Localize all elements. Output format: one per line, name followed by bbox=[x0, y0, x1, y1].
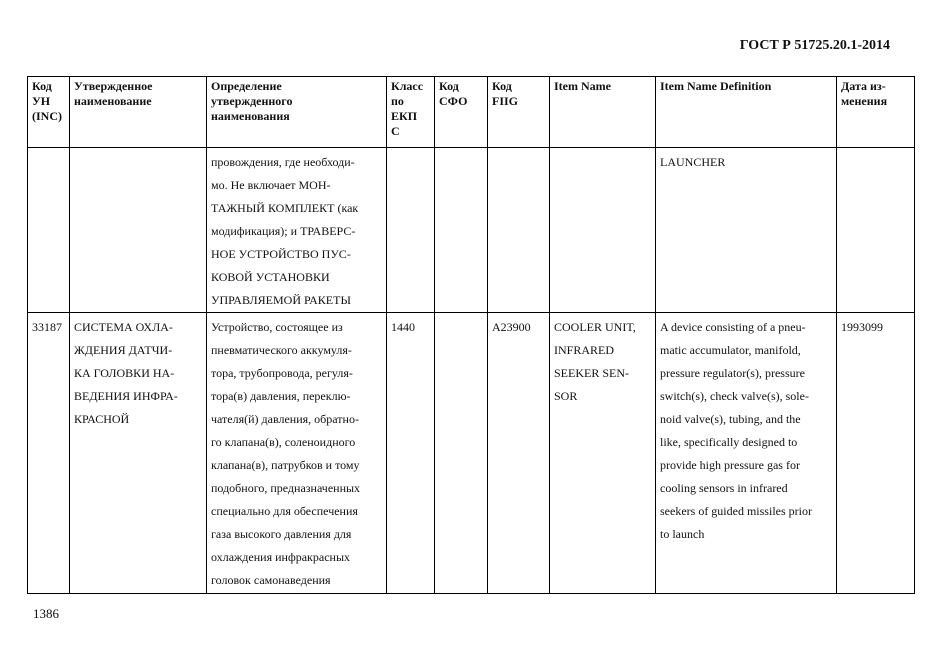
cell-inc bbox=[28, 148, 70, 313]
inc-code: 33187 bbox=[32, 320, 62, 334]
change-date: 1993099 bbox=[841, 320, 883, 334]
text-line: СФО bbox=[439, 94, 468, 108]
text-line: to launch bbox=[660, 527, 705, 541]
text-line: СИСТЕМА ОХЛА- bbox=[74, 320, 173, 334]
header-item-name-text: Item Name bbox=[554, 79, 611, 93]
text-line: подобного, предназначенных bbox=[211, 481, 361, 495]
header-class bbox=[387, 77, 435, 148]
text-line: Класс bbox=[391, 79, 424, 93]
table-row bbox=[28, 148, 915, 313]
text-line: SEEKER SEN- bbox=[554, 366, 629, 380]
header-fiig bbox=[488, 77, 550, 148]
text-line: LAUNCHER bbox=[660, 155, 726, 169]
text-line: газа высокого давления для bbox=[211, 527, 352, 541]
text-line: Устройство, состоящее из bbox=[211, 320, 343, 334]
header-sfo bbox=[435, 77, 488, 148]
cell-item-name bbox=[550, 148, 656, 313]
text-line: КОВОЙ УСТАНОВКИ bbox=[211, 270, 330, 284]
cell-inc bbox=[28, 313, 70, 594]
text-line: тора, трубопровода, регуля- bbox=[211, 366, 353, 380]
text-line: менения bbox=[841, 94, 888, 108]
text-line: INFRARED bbox=[554, 343, 615, 357]
classification-table bbox=[27, 76, 915, 594]
cell-item-def bbox=[656, 313, 837, 594]
header-approved-name bbox=[70, 77, 207, 148]
text-line: головок самонаведения bbox=[211, 573, 331, 587]
cell-class bbox=[387, 148, 435, 313]
page-number: 1386 bbox=[33, 606, 59, 621]
cell-sfo bbox=[435, 313, 488, 594]
cell-fiig bbox=[488, 313, 550, 594]
cell-definition bbox=[207, 148, 387, 313]
text-line: Дата из- bbox=[841, 79, 886, 93]
text-line: seekers of guided missiles prior bbox=[660, 504, 812, 518]
header-definition bbox=[207, 77, 387, 148]
text-line: provide high pressure gas for bbox=[660, 458, 800, 472]
text-line: специально для обеспечения bbox=[211, 504, 358, 518]
cell-date bbox=[837, 148, 915, 313]
text-line: switch(s), check valve(s), sole- bbox=[660, 389, 809, 403]
text-line: го клапана(в), соленоидного bbox=[211, 435, 356, 449]
table-row bbox=[28, 313, 915, 594]
text-line: Утвержденное bbox=[74, 79, 153, 93]
text-line: КРАСНОЙ bbox=[74, 412, 130, 426]
text-line: клапана(в), патрубков и тому bbox=[211, 458, 360, 472]
text-line: COOLER UNIT, bbox=[554, 320, 636, 334]
text-line: matic accumulator, manifold, bbox=[660, 343, 801, 357]
cell-definition bbox=[207, 313, 387, 594]
text-line: SOR bbox=[554, 389, 578, 403]
text-line: модификация); и ТРАВЕРС- bbox=[211, 224, 356, 238]
cell-item-def bbox=[656, 148, 837, 313]
text-line: pressure regulator(s), pressure bbox=[660, 366, 805, 380]
text-line: Код bbox=[439, 79, 459, 93]
text-line: ВЕДЕНИЯ ИНФРА- bbox=[74, 389, 178, 403]
header-item-def-text: Item Name Definition bbox=[660, 79, 772, 93]
text-line: FIIG bbox=[492, 94, 519, 108]
text-line: по bbox=[391, 94, 404, 108]
text-line: утвержденного bbox=[211, 94, 293, 108]
cell-item-name bbox=[550, 313, 656, 594]
table-header-row bbox=[28, 77, 915, 148]
text-line: ЖДЕНИЯ ДАТЧИ- bbox=[74, 343, 173, 357]
text-line: НОЕ УСТРОЙСТВО ПУС- bbox=[211, 247, 351, 261]
cell-approved-name bbox=[70, 313, 207, 594]
header-item-def bbox=[656, 77, 837, 148]
text-line: мо. Не включает МОН- bbox=[211, 178, 331, 192]
cell-date bbox=[837, 313, 915, 594]
fiig-code: A23900 bbox=[492, 320, 531, 334]
document-id: ГОСТ Р 51725.20.1-2014 bbox=[739, 38, 890, 53]
text-line: Определение bbox=[211, 79, 282, 93]
text-line: КА ГОЛОВКИ НА- bbox=[74, 366, 175, 380]
text-line: наименования bbox=[211, 109, 290, 123]
text-line: ЕКП bbox=[391, 109, 418, 123]
header-item-name bbox=[550, 77, 656, 148]
text-line: (INC) bbox=[32, 109, 62, 123]
text-line: тора(в) давления, переклю- bbox=[211, 389, 351, 403]
text-line: Код bbox=[32, 79, 52, 93]
cell-class bbox=[387, 313, 435, 594]
text-line: пневматического аккумуля- bbox=[211, 343, 352, 357]
text-line: like, specifically designed to bbox=[660, 435, 798, 449]
text-line: noid valve(s), tubing, and the bbox=[660, 412, 801, 426]
text-line: С bbox=[391, 124, 400, 138]
text-line: УПРАВЛЯЕМОЙ РАКЕТЫ bbox=[211, 293, 351, 307]
text-line: ТАЖНЫЙ КОМПЛЕКТ (как bbox=[211, 201, 359, 215]
text-line: Код bbox=[492, 79, 512, 93]
text-line: чателя(й) давления, обратно- bbox=[211, 412, 359, 426]
text-line: наименование bbox=[74, 94, 152, 108]
text-line: УН bbox=[32, 94, 51, 108]
text-line: cooling sensors in infrared bbox=[660, 481, 788, 495]
cell-approved-name bbox=[70, 148, 207, 313]
cell-sfo bbox=[435, 148, 488, 313]
header-date bbox=[837, 77, 915, 148]
header-inc bbox=[28, 77, 70, 148]
cell-fiig bbox=[488, 148, 550, 313]
text-line: A device consisting of a pneu- bbox=[660, 320, 806, 334]
class-code: 1440 bbox=[391, 320, 415, 334]
text-line: провождения, где необходи- bbox=[211, 155, 355, 169]
text-line: охлаждения инфракрасных bbox=[211, 550, 351, 564]
